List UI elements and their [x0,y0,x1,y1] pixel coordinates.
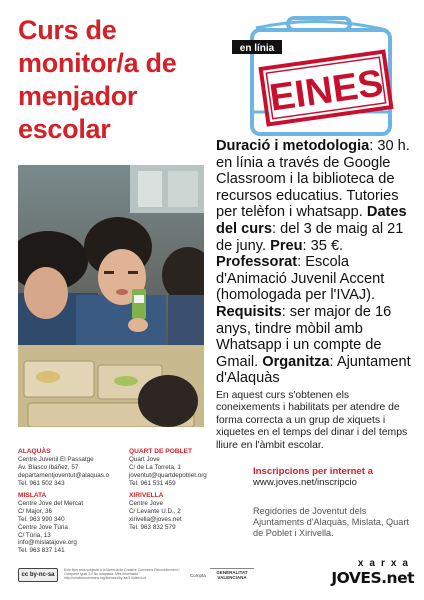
contact-alaquas [18,448,118,488]
contact-mislata [18,492,118,555]
contact-line: Centre Jove Túria [18,523,68,531]
title-line: monitor/a de [18,48,177,78]
contact-line: C/ Túria, 13 [18,531,51,539]
title-line: escolar [18,114,111,144]
text-dates: : del 3 de maig al 21 de juny. [216,220,404,254]
label-requirements: Requisits [216,303,282,320]
text-methodology: : 30 h. en línia a través de Google Classroom i la biblioteca de recursos educatius. Tutories per telèfon i whatsapp. [216,138,410,221]
course-intro: En aquest curs s'obtenen els coneixements i habilitats per atendre de forma correcta a un grup de xiquets i xiquetes en el temps del dinar i del temps lliure en l'àmbit escolar. [216,390,408,451]
eines-word: EINES [267,62,386,120]
xarxa-joves-logo [318,558,414,587]
license-text: Este flyer està subjecte a la llicència de Creative Commons Reconeixement i Compartir Igual 3.0 No adaptada. Més informació http://creativecommons.org/licenses/by-sa/3.0/deed.ca [64,568,180,581]
contact-email[interactable]: departamentjoventut@alaquas.o [18,471,110,479]
supporter-label: Compta [190,573,206,578]
contact-phone: Tel. 963 832 579 [129,523,176,531]
text-requirements: : ser major de 16 anys, tindre mòbil amb Whatsapp i un compte de Gmail. [216,303,392,370]
course-title [18,14,228,146]
course-description [216,138,416,387]
label-organizer: Organitza [262,353,330,370]
text-teachers: : Escola d'Animació Juvenil Accent (homologada per l'IVAJ). [216,254,385,304]
online-badge: en línia [239,43,275,54]
contact-email[interactable]: info@mislatajove.org [18,539,77,547]
contact-phone: Tel. 963 837 141 [18,547,65,555]
contact-xirivella [129,492,229,532]
title-line: Curs de [18,15,117,45]
contact-line: C/ Levante U.D., 2 [129,507,181,515]
contact-phone: Tel. 961 502 343 [18,479,65,487]
contact-line: C/ de La Torreta, 1 [129,463,182,471]
label-teachers: Professorat [216,254,298,271]
contact-phone: Tel. 963 990 340 [18,515,65,523]
contact-line: Quart Jove [129,455,160,463]
children-dining-photo [18,165,204,427]
contact-line: Centre Juvenil El Passatge [18,455,94,463]
contact-phone: Tel. 961 531 459 [129,479,176,487]
contact-name: QUART DE POBLET [129,448,193,455]
registration-block [253,466,418,488]
title-line: menjador [18,81,138,111]
label-dates: Dates del curs [216,204,407,237]
contact-line: C/ Major, 36 [18,507,52,515]
contact-name: XIRIVELLA [129,492,164,499]
text-organizer: : Ajuntament d'Alaquàs [216,353,411,387]
contact-email[interactable]: xirivella@joves.net [129,515,182,523]
text-price: : 35 €. [302,237,344,254]
joves-net-word: JOVES.net [331,569,414,587]
registration-heading: Inscripcions per internet a [253,466,373,477]
label-methodology: Duració i metodologia [216,138,370,154]
generalitat-logo: GENERALITAT VALENCIANA [210,568,254,580]
contact-name: ALAQUÀS [18,448,51,455]
contact-line: Centre Jove [129,499,163,507]
creative-commons-badge[interactable]: cc by-nc-sa [18,568,58,582]
contact-email[interactable]: joventut@quartdepoblet.org [129,471,207,479]
contact-quart [129,448,229,488]
contact-line: Av. Blasco Ibáñez, 57 [18,463,79,471]
label-price: Preu [270,237,303,254]
contact-name: MISLATA [18,492,47,499]
registration-link[interactable]: www.joves.net/inscripcio [253,477,357,488]
organizers-text: Regidories de Joventut dels Ajuntaments d'Alaquàs, Mislata, Quart de Poblet i Xirivella. [253,506,409,538]
xarxa-word: xarxa [357,558,414,569]
footer [18,566,258,590]
contact-line: Centre Jove del Mercat [18,499,84,507]
eines-online-logo [226,16,412,140]
